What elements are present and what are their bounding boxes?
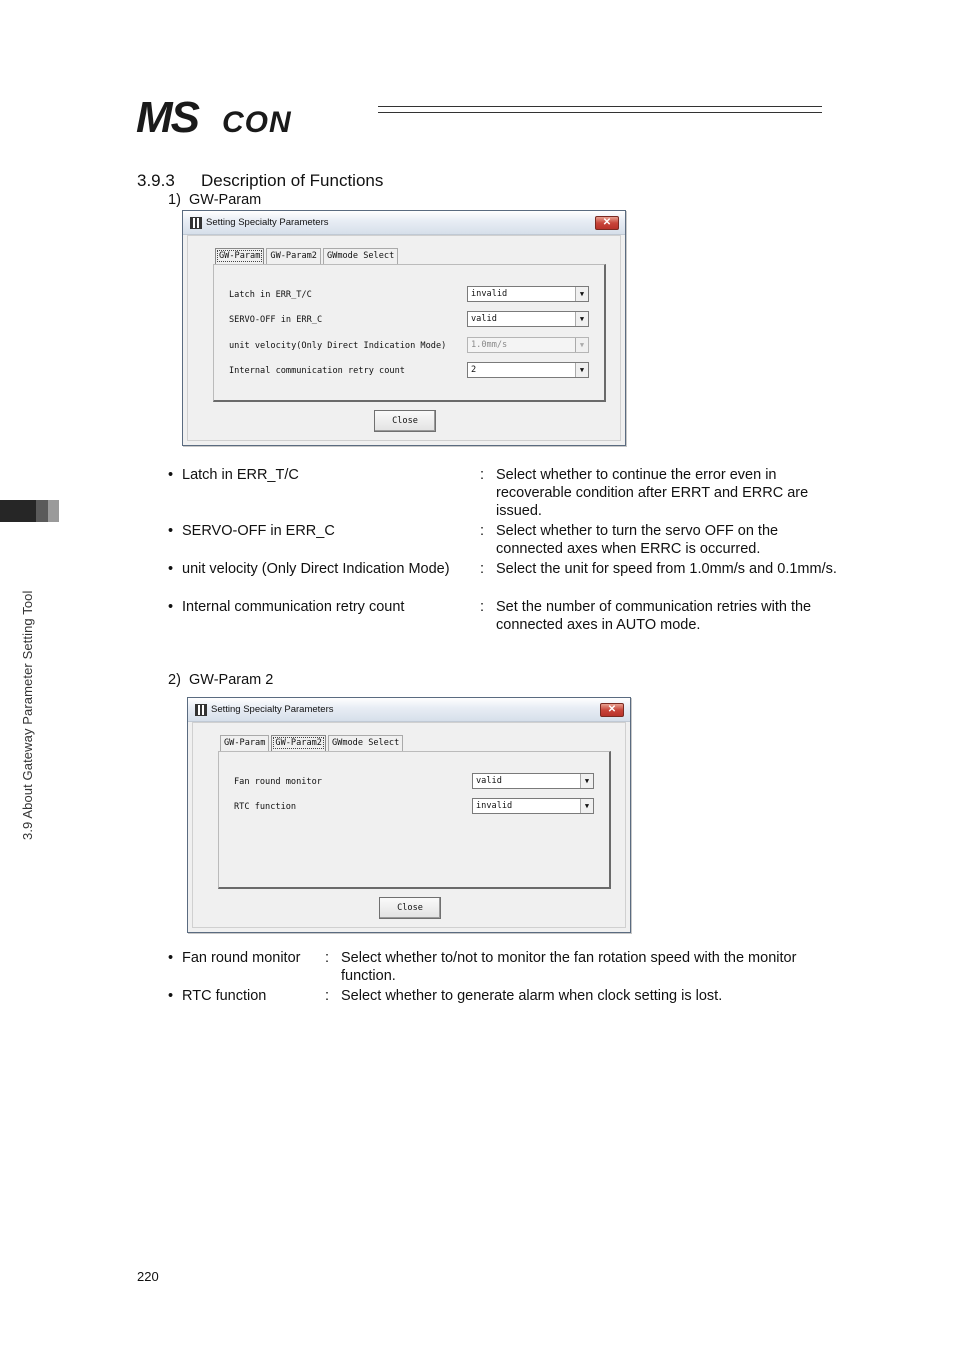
rtc-function-select[interactable]: invalid ▼ (472, 798, 594, 814)
list-item: • Fan round monitor : Select whether to/not to monitor the fan rotation speed with the monitor function. (168, 949, 848, 987)
list-item: • Internal communication retry count : Set the number of communication retries with the connected axes in AUTO mode. (168, 598, 848, 636)
list-term: unit velocity (Only Direct Indication Mode) (182, 561, 450, 577)
list-item: • RTC function : Select whether to generate alarm when clock setting is lost. (168, 987, 848, 1007)
rtc-function-label: RTC function (234, 802, 297, 812)
close-button[interactable]: Close (374, 410, 436, 432)
list-definition: Select whether to continue the error even in recoverable condition after ERRT and ERRC are issued. (496, 467, 809, 519)
dialog-title-bar (188, 698, 630, 722)
tab-gwmode-select[interactable]: GWmode Select (328, 735, 403, 751)
tab-panel (213, 264, 606, 402)
dialog-title: Setting Specialty Parameters (211, 704, 334, 715)
tab-gw-param[interactable]: GW-Param (215, 248, 264, 264)
chevron-down-icon: ▼ (575, 312, 588, 326)
dialog-gw-param2 (187, 697, 631, 933)
tab-gw-param[interactable]: GW-Param (220, 735, 269, 751)
dialog-gw-param (182, 210, 626, 446)
close-icon[interactable]: ✕ (595, 216, 619, 230)
logo-text-ms: MS (136, 96, 198, 138)
chevron-down-icon: ▼ (575, 338, 588, 352)
section-title: Description of Functions (201, 171, 384, 190)
latch-err-select[interactable]: invalid ▼ (467, 286, 589, 302)
list-definition: Select the unit for speed from 1.0mm/s and 0.1mm/s. (496, 561, 837, 577)
tab-strip (215, 248, 400, 264)
chevron-down-icon: ▼ (575, 287, 588, 301)
description-list (168, 949, 848, 1007)
dialog-title: Setting Specialty Parameters (206, 217, 329, 228)
latch-err-label: Latch in ERR_T/C (229, 290, 312, 300)
chevron-down-icon: ▼ (575, 363, 588, 377)
logo-text-con: CON (222, 106, 292, 138)
list-term: Internal communication retry count (182, 599, 405, 615)
app-icon (195, 704, 207, 716)
header-rule (378, 112, 822, 113)
list-definition: Set the number of communication retries with the connected axes in AUTO mode. (496, 599, 812, 633)
section-heading (137, 171, 383, 191)
list-definition: Select whether to turn the servo OFF on the connected axes when ERRC is occurred. (496, 523, 779, 557)
unit-velocity-label: unit velocity(Only Direct Indication Mode) (229, 341, 447, 351)
chevron-down-icon: ▼ (580, 774, 593, 788)
tab-gw-param2[interactable]: GW-Param2 (266, 248, 321, 264)
fan-monitor-select[interactable]: valid ▼ (472, 773, 594, 789)
tab-gwmode-select[interactable]: GWmode Select (323, 248, 398, 264)
close-icon[interactable]: ✕ (600, 703, 624, 717)
description-list (168, 466, 848, 636)
list-term: SERVO-OFF in ERR_C (182, 523, 335, 539)
retry-count-label: Internal communication retry count (229, 366, 405, 376)
servo-off-select[interactable]: valid ▼ (467, 311, 589, 327)
tab-panel (218, 751, 611, 889)
header-rule (378, 106, 822, 107)
list-term: RTC function (182, 988, 267, 1004)
list-item: • unit velocity (Only Direct Indication Mode) : Select the unit for speed from 1.0mm/s and 0.1mm/s. (168, 560, 848, 598)
subsection-heading: 2) GW-Param 2 (168, 672, 274, 688)
unit-velocity-select: 1.0mm/s ▼ (467, 337, 589, 353)
fan-monitor-label: Fan round monitor (234, 777, 322, 787)
tab-strip (220, 735, 405, 751)
app-icon (190, 217, 202, 229)
list-item: • SERVO-OFF in ERR_C : Select whether to turn the servo OFF on the connected axes when ERRC is occurred. (168, 522, 848, 560)
mscon-logo (136, 96, 368, 138)
servo-off-label: SERVO-OFF in ERR_C (229, 315, 323, 325)
list-item: • Latch in ERR_T/C : Select whether to continue the error even in recoverable condition after ERRT and ERRC are issued. (168, 466, 848, 522)
list-definition: Select whether to generate alarm when clock setting is lost. (341, 988, 723, 1004)
close-button[interactable]: Close (379, 897, 441, 919)
dialog-title-bar (183, 211, 625, 235)
subsection-heading: 1) GW-Param (168, 192, 262, 208)
retry-count-select[interactable]: 2 ▼ (467, 362, 589, 378)
tab-gw-param2[interactable]: GW-Param2 (271, 735, 326, 751)
list-term: Fan round monitor (182, 950, 301, 966)
chapter-side-label: 3.9 About Gateway Parameter Setting Tool (20, 590, 35, 840)
list-term: Latch in ERR_T/C (182, 467, 299, 483)
list-definition: Select whether to/not to monitor the fan rotation speed with the monitor function. (341, 950, 797, 984)
section-number: 3.9.3 (137, 171, 175, 190)
page-number: 220 (137, 1269, 159, 1284)
chevron-down-icon: ▼ (580, 799, 593, 813)
